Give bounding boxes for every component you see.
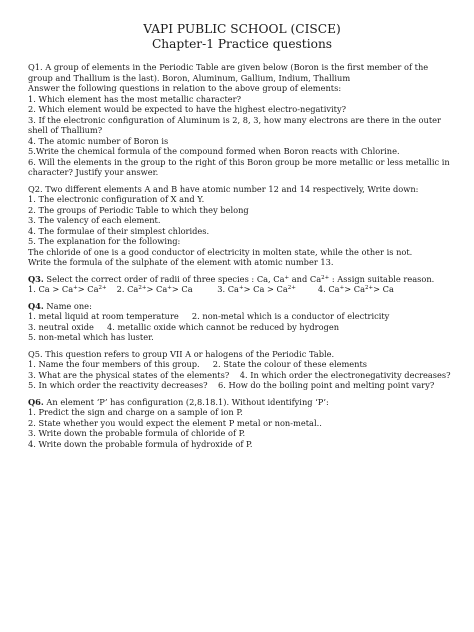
question-3 xyxy=(28,274,456,295)
question-4 xyxy=(28,301,456,343)
q4-line: 1. metal liquid at room temperature 2. non-metal which is a conductor of electricity xyxy=(28,311,390,321)
q5-line: 1. Name the four members of this group. 2. State the colour of these elements xyxy=(28,359,368,369)
q3-opt2-a: 2. Ca xyxy=(116,284,139,294)
q1-line: 3. If the electronic configuration of Aluminum is 2, 8, 3, how many electrons are there in the outer xyxy=(28,114,441,125)
q3-opt4-c: > Ca xyxy=(373,284,394,294)
question-6 xyxy=(28,397,456,450)
q1-line: 1. Which element has the most metallic character? xyxy=(28,93,242,104)
q5-line: 5. In which order the reactivity decreases? 6. How do the boiling point and melting point vary? xyxy=(28,380,435,390)
q3-opt4-sup: + xyxy=(339,285,345,291)
q3-option-2 xyxy=(117,284,215,295)
q1-line: 2. Which element would be expected to have the highest electro-negativity? xyxy=(28,104,347,114)
q1-line: shell of Thallium? xyxy=(28,125,103,135)
q3-opt3-a: 3. Ca xyxy=(217,284,239,294)
q1-line: 6. Will the elements in the group to the right of this Boron group be more metallic or less metallic in xyxy=(28,156,450,167)
q2-line: 3. The valency of each element. xyxy=(28,215,161,225)
q5-line: 3. What are the physical states of the elements? 4. In which order the electronegativity decreases? xyxy=(28,369,451,380)
q3-opt3-sup2: 2+ xyxy=(287,285,296,291)
q3-number: Q3. xyxy=(28,273,44,284)
q6-line: 1. Predict the sign and charge on a sample of ion P. xyxy=(28,407,243,417)
q2-line: 4. The formulae of their simplest chlorides. xyxy=(28,225,210,236)
q3-opt2-b: > Ca xyxy=(146,284,168,294)
q3-opt1-b: > Ca xyxy=(77,284,99,294)
q6-line: 2. State whether you would expect the element P metal or non-metal.. xyxy=(28,417,322,428)
question-2 xyxy=(28,184,456,268)
q3-opt3-b: > Ca > Ca xyxy=(243,284,288,294)
q6-number: Q6. xyxy=(28,396,44,407)
q2-line: 1. The electronic configuration of X and Y. xyxy=(28,194,205,204)
q1-line: Answer the following questions in relation to the above group of elements: xyxy=(28,83,342,93)
q5-line: Q5. This question refers to group VII A or halogens of the Periodic Table. xyxy=(28,348,335,359)
q3-option-1 xyxy=(28,284,114,295)
q2-line: Q2. Two different elements A and B have atomic number 12 and 14 respectively, Write down: xyxy=(28,183,419,194)
school-name: VAPI PUBLIC SCHOOL (CISCE) xyxy=(143,22,341,36)
q1-line: 5.Write the chemical formula of the compound formed when Boron reacts with Chlorine. xyxy=(28,146,400,156)
q4-line: 5. non-metal which has luster. xyxy=(28,332,154,342)
q3-stem-b: and Ca xyxy=(289,273,322,284)
q4-title xyxy=(28,301,456,312)
q3-stem-a: Select the correct order of radii of three species : Ca, Ca xyxy=(43,273,285,284)
q1-line: Q1. A group of elements in the Periodic Table are given below (Boron is the first member of the xyxy=(28,62,429,72)
q1-line: character? Justify your answer. xyxy=(28,167,159,177)
q6-line: 4. Write down the probable formula of hydroxide of P. xyxy=(28,438,253,449)
q2-line: Write the formula of the sulphate of the element with atomic number 13. xyxy=(28,257,334,267)
q3-stem-c: : Assign suitable reason. xyxy=(329,273,435,284)
q3-sup-plus: + xyxy=(284,274,290,281)
q2-line: 2. The groups of Periodic Table to which they belong xyxy=(28,204,249,215)
document-header xyxy=(28,22,456,52)
q4-number: Q4. xyxy=(28,300,44,311)
q6-title-text: An element ‘P’ has configuration (2,8.18.1). Without identifying ‘P’: xyxy=(43,396,329,407)
question-5 xyxy=(28,349,456,391)
q3-opt2-sup: + xyxy=(167,285,172,291)
q2-line: 5. The explanation for the following: xyxy=(28,236,181,246)
q3-option-3 xyxy=(217,284,315,295)
q4-line: 3. neutral oxide 4. metallic oxide which cannot be reduced by hydrogen xyxy=(28,321,340,332)
q3-option-4 xyxy=(318,284,394,295)
q3-opt1-sup: + xyxy=(73,285,78,291)
q3-opt2-sup2: 2+ xyxy=(138,285,147,291)
q3-stem xyxy=(28,274,456,285)
q6-line: 3. Write down the probable formula of chloride of P. xyxy=(28,428,246,438)
q3-opt4-b: > Ca xyxy=(344,284,365,294)
q3-opt4-a: 4. Ca xyxy=(317,284,340,294)
q4-title-text: Name one: xyxy=(43,300,92,311)
q2-line: The chloride of one is a good conductor of electricity in molten state, while the other is not. xyxy=(28,246,413,257)
q3-opt1-sup2: 2+ xyxy=(98,285,107,291)
q1-line: 4. The atomic number of Boron is xyxy=(28,135,169,146)
question-1 xyxy=(28,62,456,178)
chapter-title: Chapter-1 Practice questions xyxy=(151,37,333,51)
q3-opt2-c: > Ca xyxy=(171,284,193,294)
q6-title xyxy=(28,397,456,408)
q1-line: group and Thallium is the last). Boron, Aluminum, Gallium, Indium, Thallium xyxy=(28,72,351,83)
q3-opt3-sup: + xyxy=(238,285,244,291)
q3-opt4-sup2: 2+ xyxy=(365,285,374,291)
q3-sup-2plus: 2+ xyxy=(321,274,330,281)
q3-options xyxy=(28,284,456,295)
q3-opt1-a: 1. Ca > Ca xyxy=(28,284,74,294)
